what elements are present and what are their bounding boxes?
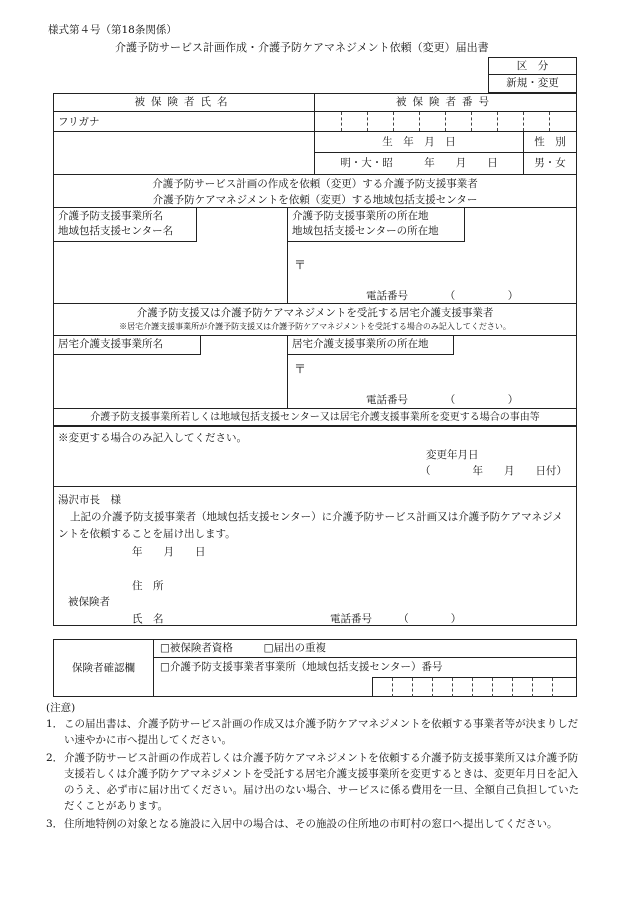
check-insured-qualification[interactable]: □被保険者資格 [160, 642, 233, 654]
birth-value[interactable]: 明・大・昭 年 月 日 [315, 153, 524, 174]
note-item [46, 716, 586, 748]
declaration-insured-label: 被保険者 [68, 596, 110, 608]
support-heading-line1: 介護予防サービス計画の作成を依頼（変更）する介護予防支援事業者 [152, 178, 478, 190]
support-office-name-field[interactable] [54, 208, 288, 304]
declaration-body: 上記の介護予防支援事業者（地域包括支援センター）に介護予防サービス計画又は介護予防ケアマネジメントを依頼することを届け出します。 [58, 511, 563, 540]
sex-label: 性 別 [524, 132, 576, 153]
support-phone-label: 電話番号 （ ） [366, 290, 519, 302]
insurer-check-row1 [154, 640, 576, 658]
declaration-box [53, 486, 577, 626]
declaration-phone-label[interactable]: 電話番号 （ ） [330, 613, 462, 625]
insurer-check-box [53, 639, 577, 697]
declaration-address-label: 住 所 [132, 580, 164, 592]
support-office-address-field[interactable] [288, 208, 576, 304]
declaration-addressee: 湯沢市長 様 [58, 494, 121, 506]
support-office-address-label2: 地域包括支援センターの所在地 [292, 225, 439, 237]
kubun-box [488, 57, 577, 93]
insured-number-label: 被保険者番号 [315, 94, 576, 112]
change-date-label: 変更年月日 [426, 449, 479, 461]
support-office-name-label [54, 208, 197, 242]
birth-label: 生 年 月 日 [315, 132, 524, 153]
support-postal-mark: 〒 [294, 258, 307, 272]
change-reason-field[interactable] [53, 426, 577, 487]
declaration-name-label: 氏 名 [132, 613, 164, 625]
declaration-date[interactable]: 年 月 日 [132, 546, 206, 558]
insured-number-field[interactable] [315, 112, 576, 132]
notes-title: (注意) [46, 702, 76, 714]
check-duplicate-filing[interactable]: □届出の重複 [263, 642, 327, 654]
notes-list [46, 716, 586, 832]
note-num: 1． [46, 718, 64, 730]
support-office-name-label2: 地域包括支援センター名 [58, 225, 174, 237]
office-number-field[interactable] [372, 677, 576, 696]
insured-name-field[interactable] [54, 112, 315, 174]
form-title: 介護予防サービス計画作成・介護予防ケアマネジメント依頼（変更）届出書 [115, 41, 489, 54]
insured-name-label: 被保険者氏名 [54, 94, 315, 112]
support-office-address-label1: 介護予防支援事業所の所在地 [292, 210, 429, 222]
sex-value[interactable]: 男・女 [534, 157, 566, 169]
support-office-address-label [288, 208, 465, 242]
care-office-name-field[interactable] [54, 336, 288, 408]
check-office-number[interactable]: □介護予防支援事業者事業所（地域包括支援センター）番号 [160, 661, 443, 673]
change-note: ※変更する場合のみ記入してください。 [58, 432, 247, 444]
care-office-address-field[interactable] [288, 336, 576, 408]
note-num: 2． [46, 752, 64, 764]
care-heading-note: ※居宅介護支援事業所が介護予防支援又は介護予防ケアマネジメントを受託する場合のみ記入してください。 [119, 322, 511, 331]
furigana-label: フリガナ [54, 112, 314, 132]
insurer-check-label: 保険者確認欄 [54, 640, 154, 696]
care-postal-mark: 〒 [294, 362, 307, 376]
care-office-address-label: 居宅介護支援事業所の所在地 [288, 336, 454, 355]
support-office-name-label1: 介護予防支援事業所名 [58, 210, 163, 222]
care-phone-label: 電話番号 （ ） [366, 394, 519, 406]
note-text: 住所地特例の対象となる施設に入居中の場合は、その施設の住所地の市町村の窓口へ提出してください。 [64, 818, 558, 830]
care-heading [54, 303, 576, 336]
kubun-label: 区 分 [489, 58, 576, 75]
note-text: この届出書は、介護予防サービス計画の作成又は介護予防ケアマネジメントを依頼する事業者等が決まりしだい速やかに市へ提出してください。 [64, 718, 579, 746]
note-item [46, 750, 586, 814]
support-heading-line2: 介護予防ケアマネジメントを依頼（変更）する地域包括支援センター [152, 194, 478, 206]
form-number: 様式第４号（第18条関係） [48, 24, 177, 36]
kubun-value[interactable]: 新規・変更 [506, 77, 559, 89]
change-date-value[interactable]: （ 年 月 日付） [420, 465, 567, 477]
change-heading: 介護予防支援事業所若しくは地域包括支援センター又は居宅介護支援事業所を変更する場合の事由等 [54, 408, 576, 426]
note-text: 介護予防サービス計画の作成若しくは介護予防ケアマネジメントを依頼する介護予防支援事業所又は介護予防支援若しくは介護予防ケアマネジメントを受託する居宅介護支援事業所を変更するときは、変更年月日を記入のうえ、必ず市に届け出てください。届け出のない場合、サービスに係る費用を一旦、全額自己負担していただくことがあります。 [64, 752, 580, 812]
care-office-name-label: 居宅介護支援事業所名 [54, 336, 201, 355]
note-item [46, 816, 586, 832]
support-heading [54, 174, 576, 208]
care-heading-text: 介護予防支援又は介護予防ケアマネジメントを受託する居宅介護支援事業者 [136, 307, 494, 319]
note-num: 3． [46, 818, 64, 830]
